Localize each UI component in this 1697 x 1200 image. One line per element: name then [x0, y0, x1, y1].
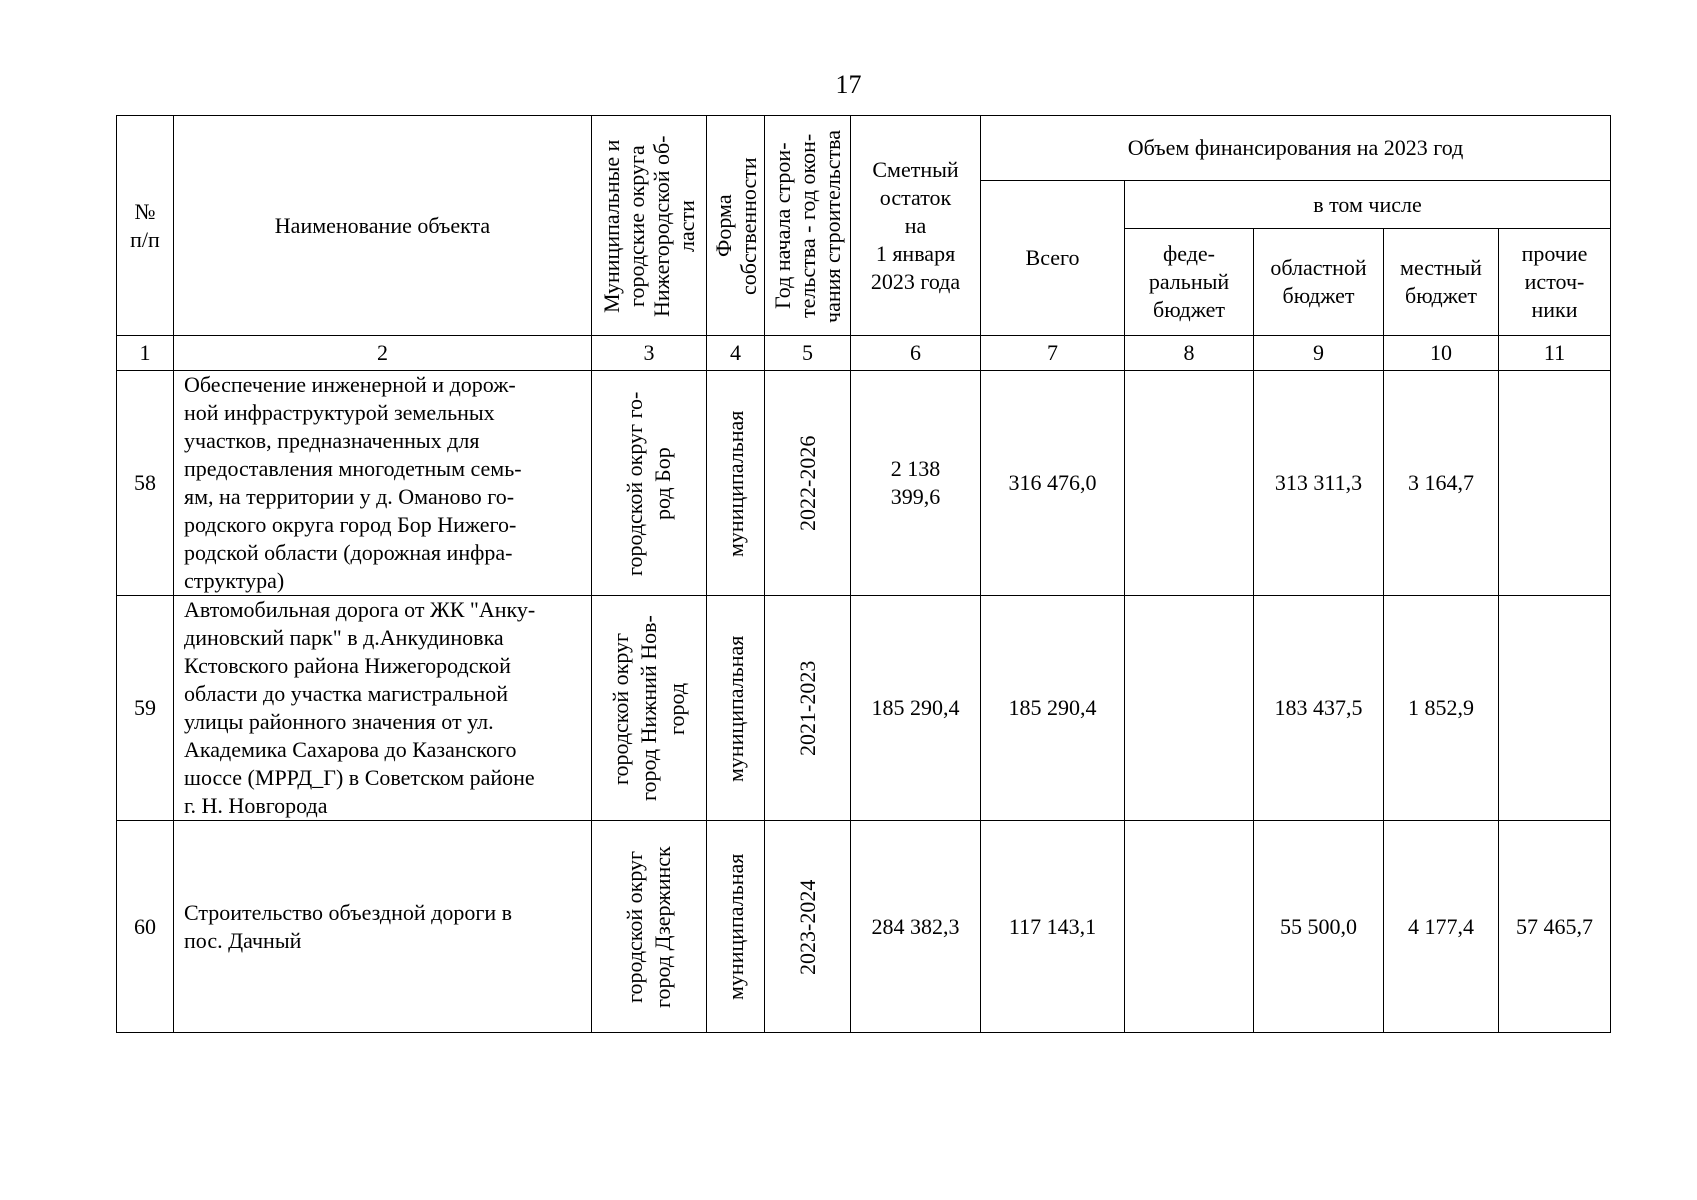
header-funding: Объем финансирования на 2023 год — [981, 116, 1611, 181]
header-federal: феде- ральный бюджет — [1125, 229, 1254, 336]
row-regional: 313 311,3 — [1254, 371, 1384, 596]
row-total: 316 476,0 — [981, 371, 1125, 596]
row-other: 57 465,7 — [1499, 821, 1611, 1033]
row-other — [1499, 371, 1611, 596]
row-balance: 284 382,3 — [851, 821, 981, 1033]
header-ownership: Форма собственности — [710, 156, 761, 295]
construction-objects-table — [116, 115, 1611, 1033]
row-municipality: городской округ город Дзержинск — [622, 845, 675, 1008]
column-number: 10 — [1384, 336, 1499, 371]
header-ownership-cell — [707, 116, 765, 336]
row-years: 2023-2024 — [794, 878, 820, 975]
row-municipality-cell — [592, 371, 707, 596]
row-name: Строительство объездной дороги в пос. Дачный — [174, 821, 592, 1033]
header-other: прочие источ- ники — [1499, 229, 1611, 336]
header-municipality-cell — [592, 116, 707, 336]
row-ownership-cell — [707, 596, 765, 821]
row-balance: 2 138 399,6 — [851, 371, 981, 596]
column-number: 6 — [851, 336, 981, 371]
column-number: 3 — [592, 336, 707, 371]
header-row-1 — [117, 116, 1611, 181]
table-row — [117, 821, 1611, 1033]
row-municipality-cell — [592, 596, 707, 821]
row-total: 185 290,4 — [981, 596, 1125, 821]
header-num: № п/п — [117, 116, 174, 336]
row-num: 60 — [117, 821, 174, 1033]
row-municipality: городской округ город Нижний Нов- город — [608, 615, 689, 801]
row-regional: 183 437,5 — [1254, 596, 1384, 821]
row-federal — [1125, 596, 1254, 821]
row-federal — [1125, 821, 1254, 1033]
column-number-row — [117, 336, 1611, 371]
header-years-cell — [765, 116, 851, 336]
row-name: Обеспечение инженерной и дорож- ной инфраструктурой земельных участков, предназначенных для предоставления многодетным семь- ям, на территории у д. Оманово го- родского округа город Бор Нижего- родской области (дорожная инфра- структура) — [174, 371, 592, 596]
header-name: Наименование объекта — [174, 116, 592, 336]
row-regional: 55 500,0 — [1254, 821, 1384, 1033]
column-number: 5 — [765, 336, 851, 371]
row-total: 117 143,1 — [981, 821, 1125, 1033]
page-number: 17 — [835, 70, 862, 99]
header-including: в том числе — [1125, 181, 1611, 229]
row-years: 2021-2023 — [794, 660, 820, 756]
row-municipality: городской округ го- род Бор — [622, 390, 675, 576]
row-num: 59 — [117, 596, 174, 821]
row-ownership-cell — [707, 821, 765, 1033]
header-regional: областной бюджет — [1254, 229, 1384, 336]
table-row — [117, 371, 1611, 596]
header-total: Всего — [981, 181, 1125, 336]
row-ownership: муниципальная — [722, 853, 748, 1000]
header-municipality: Муниципальные и городские округа Нижегородской об- ласти — [599, 134, 699, 317]
row-local: 1 852,9 — [1384, 596, 1499, 821]
row-ownership: муниципальная — [722, 634, 748, 782]
row-years-cell — [765, 821, 851, 1033]
column-number: 2 — [174, 336, 592, 371]
row-local: 3 164,7 — [1384, 371, 1499, 596]
header-years: Год начала строи- тельства - год окон- чания строительства — [770, 128, 845, 323]
row-name: Автомобильная дорога от ЖК "Анку- диновский парк" в д.Анкудиновка Кстовского района Нижегородской области до участка магистральной улицы районного значения от ул. Академика Сахарова до Казанского шоссе (МРРД_Г) в Советском районе г. Н. Новгорода — [174, 596, 592, 821]
column-number: 9 — [1254, 336, 1384, 371]
column-number: 7 — [981, 336, 1125, 371]
header-local: местный бюджет — [1384, 229, 1499, 336]
row-years: 2022-2026 — [794, 435, 820, 531]
row-num: 58 — [117, 371, 174, 596]
column-number: 8 — [1125, 336, 1254, 371]
column-number: 11 — [1499, 336, 1611, 371]
row-federal — [1125, 371, 1254, 596]
row-municipality-cell — [592, 821, 707, 1033]
row-balance: 185 290,4 — [851, 596, 981, 821]
header-balance: Сметный остаток на 1 января 2023 года — [851, 116, 981, 336]
column-number: 4 — [707, 336, 765, 371]
row-local: 4 177,4 — [1384, 821, 1499, 1033]
column-number: 1 — [117, 336, 174, 371]
row-ownership: муниципальная — [722, 409, 748, 557]
row-years-cell — [765, 596, 851, 821]
table-row — [117, 596, 1611, 821]
row-ownership-cell — [707, 371, 765, 596]
row-other — [1499, 596, 1611, 821]
row-years-cell — [765, 371, 851, 596]
